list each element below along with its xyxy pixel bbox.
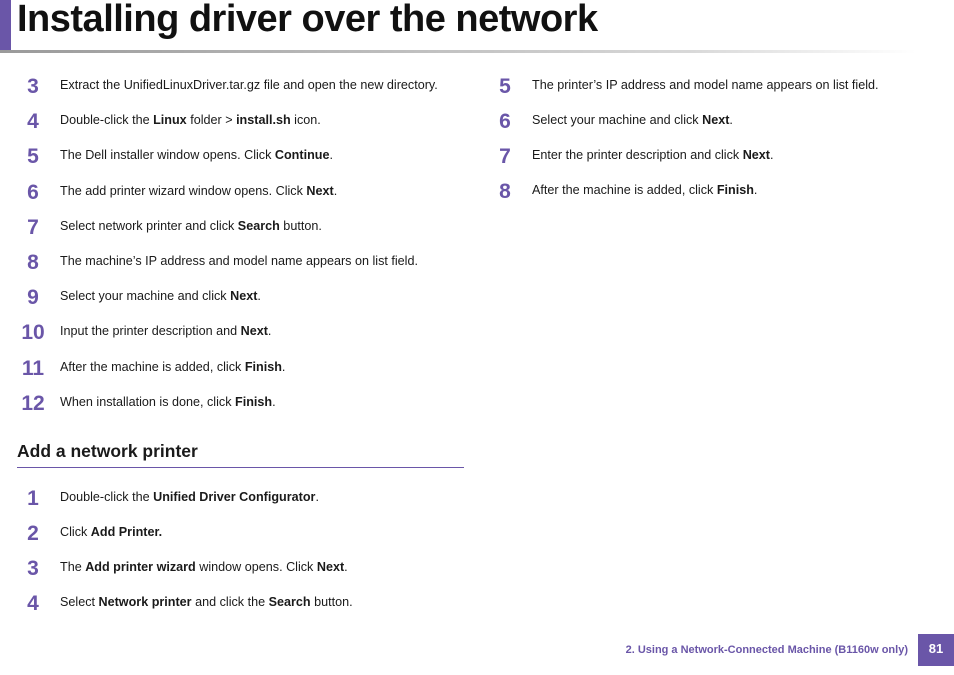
step-number: 8 (27, 251, 39, 274)
step-number: 4 (27, 110, 39, 134)
step-text (60, 78, 438, 92)
step-text (60, 148, 333, 162)
step-text (60, 184, 337, 198)
title-divider (0, 50, 916, 53)
step-text-run: Select network printer and click (60, 218, 238, 233)
step-text-run: After the machine is added, click (60, 359, 245, 374)
step-text-emphasis: install.sh (236, 113, 291, 128)
step-text-emphasis: Next (240, 324, 268, 339)
step-text-run: Select (60, 595, 99, 609)
step-number: 10 (21, 321, 45, 345)
step-text-run: . (281, 359, 286, 374)
step-text-run: . (267, 324, 272, 339)
step-text-emphasis: Continue (274, 148, 330, 163)
step-text-run: The printer’s IP address and model name appears on list field. (532, 78, 879, 92)
step-number: 12 (21, 391, 45, 415)
step-text-run: Select your machine and click (532, 113, 703, 127)
step-text (60, 360, 285, 374)
step-number: 11 (21, 356, 45, 380)
step-text-run: and click the (191, 595, 269, 609)
step-text-run: Double-click the (60, 113, 154, 128)
step-text-emphasis: Add printer wizard (85, 560, 196, 574)
step-number: 3 (27, 75, 39, 98)
step-text-run: The machine’s IP address and model name appears on list field. (60, 254, 418, 268)
page-title: Installing driver over the network (17, 0, 598, 40)
step-text (60, 395, 276, 409)
step-text-run: Enter the printer description and click (532, 148, 743, 162)
step-text-emphasis: Next (306, 183, 334, 198)
step-number: 3 (27, 557, 39, 580)
step-text-run: window opens. Click (195, 560, 317, 574)
step-text-emphasis: Search (268, 595, 311, 609)
section-heading-add-network-printer: Add a network printer (17, 441, 464, 468)
step-text-emphasis: Next (230, 289, 258, 304)
step-text-run: Select your machine and click (60, 289, 231, 304)
step-text-emphasis: Unified Driver Configurator (153, 490, 316, 504)
step-text-run: . (333, 183, 338, 198)
step-text-run: The Dell installer window opens. Click (60, 148, 275, 163)
step-text-run: When installation is done, click (60, 394, 235, 409)
step-text-run: button. (310, 595, 353, 609)
step-text (60, 324, 271, 338)
footer-chapter-title: 2. Using a Network-Connected Machine (B1160w only) (625, 644, 908, 656)
step-number: 8 (499, 180, 511, 203)
step-text-run: folder > (186, 113, 237, 128)
step-text (60, 219, 322, 233)
step-text-run: Extract the UnifiedLinuxDriver.tar.gz file and open the new directory. (60, 78, 438, 92)
step-text-emphasis: Finish (244, 359, 282, 374)
step-text-run: . (257, 289, 261, 304)
step-number: 4 (27, 592, 39, 615)
step-text (532, 183, 757, 197)
step-text (532, 78, 879, 92)
step-number: 7 (499, 145, 511, 168)
step-text-run: Double-click the (60, 490, 154, 504)
step-text-emphasis: Finish (716, 183, 754, 197)
step-text-run: . (770, 148, 774, 162)
step-text-run: icon. (290, 113, 321, 128)
step-number: 6 (499, 110, 511, 133)
step-text-emphasis: Add Printer. (90, 525, 163, 539)
step-text-run: After the machine is added, click (532, 183, 717, 197)
step-text-run: . (344, 560, 348, 574)
step-text-emphasis: Network printer (98, 595, 192, 609)
step-number: 6 (27, 180, 39, 204)
step-text-run: button. (279, 218, 322, 233)
step-text (60, 490, 319, 504)
step-text-run: The (60, 560, 86, 574)
step-text-emphasis: Linux (153, 113, 187, 128)
step-number: 9 (27, 286, 39, 310)
page-number-badge: 81 (918, 634, 954, 666)
step-text-run: Input the printer description and (60, 324, 241, 339)
step-text-run: . (329, 148, 333, 163)
step-text (60, 113, 321, 127)
step-text-run: . (729, 113, 733, 127)
step-number: 2 (27, 522, 39, 545)
step-number: 7 (27, 215, 39, 239)
step-number: 5 (499, 75, 511, 98)
step-text (60, 289, 261, 303)
step-text-emphasis: Finish (235, 394, 273, 409)
step-number: 5 (27, 145, 39, 169)
step-text-emphasis: Search (237, 218, 280, 233)
step-text-run: . (272, 394, 276, 409)
step-text-emphasis: Next (316, 560, 345, 574)
step-text (60, 525, 162, 539)
step-text-emphasis: Next (742, 148, 770, 162)
step-text (60, 254, 418, 268)
step-text (60, 560, 348, 574)
step-text-emphasis: Next (702, 113, 730, 127)
step-text (532, 113, 733, 127)
step-text-run: Click (60, 525, 91, 539)
step-text (532, 148, 774, 162)
step-text-run: . (753, 183, 758, 197)
step-number: 1 (27, 487, 39, 510)
step-text-run: . (315, 490, 319, 504)
title-accent-bar (0, 0, 11, 52)
step-text (60, 595, 353, 609)
step-text-run: The add printer wizard window opens. Click (60, 183, 307, 198)
